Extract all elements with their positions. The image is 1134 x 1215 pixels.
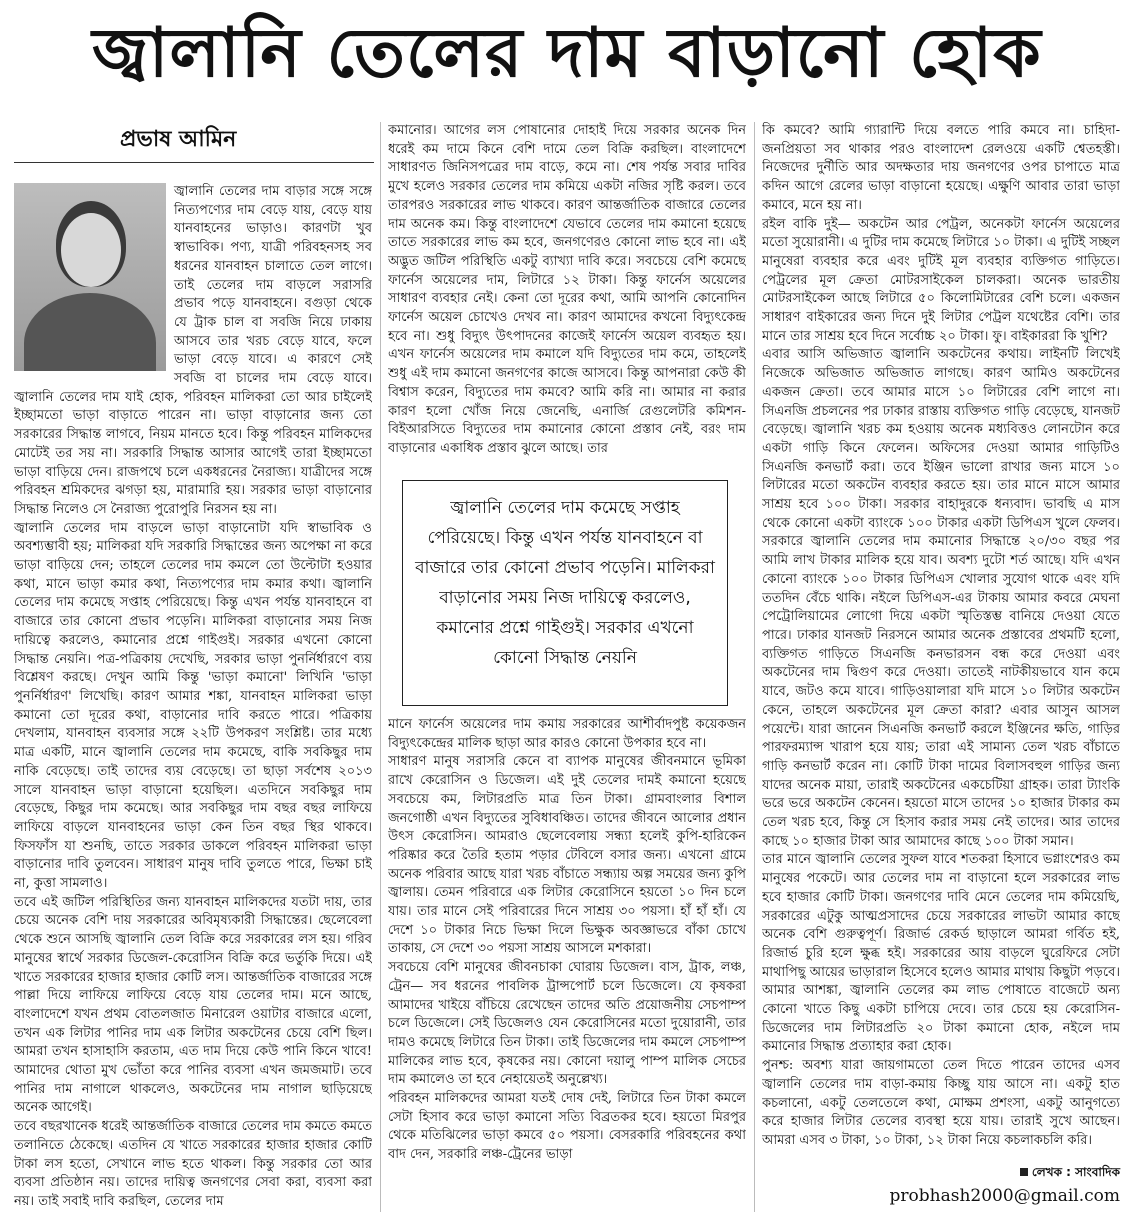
column-2-top bbox=[388, 122, 746, 470]
author-email: probhash2000@gmail.com bbox=[889, 1186, 1120, 1206]
paragraph: এবার আসি অভিজাত জ্বালানি অকটেনের কথায়। লাইনটি লিখেই নিজেকে অভিজাত অভিজাত লাগছে। কারণ আমিও অকটেনের একজন ক্রেতা। তবে আমার মাসে ১০ লিটারের বেশি লাগে না। সিএনজি প্রচলনের পর ঢাকার রাস্তায় ব্যক্তিগত গাড়ি বেড়েছে, যানজট বেড়েছে। জ্বালানি খরচ কম হওয়ায় অনেক মধ্যবিত্তও লোনটোন করে একটা গাড়ি কিনে ফেলেন। অফিসের দেওয়া আমার গাড়িটিও সিএনজি কনভার্ট করা। তবে ইঞ্জিন ভালো রাখার জন্য মাসে ১০ লিটারের মতো অকটেন ব্যবহার করতে হয়। তার মানে মাসে আমার সাশ্রয় হবে ১০০ টাকা। সরকার বাহাদুরকে ধন্যবাদ। ভাবছি এ মাস থেকে কোনো একটা ব্যাংকে ১০০ টাকার একটা ডিপিএস খুলে ফেলব। সরকারে জ্বালানি তেলের দাম কমানোর সিদ্ধান্তে ২০/৩০ বছর পর আমি লাখ টাকার মালিক হয়ে যাব। অবশ্য দুটো শর্ত আছে। যদি এখন কোনো ব্যাংকে ১০০ টাকার ডিপিএস খোলার সুযোগ থাকে এবং যদি ততদিন বেঁচে থাকি। নইলে ডিপিএস-এর টাকায় আমার কবরে মেঘনা পেট্রোলিয়ামের লোগো দিয়ে একটা স্মৃতিস্তম্ভ বানিয়ে দেওয়া যেতে পারে। ঢাকার যানজট নিরসনে আমার অনেক প্রস্তাবের প্রথমটি হলো, ব্যক্তিগত গাড়িতে সিএনজি কনভারসন বন্ধ করে দেওয়া এবং অকটেনের দাম দ্বিগুণ করে দেওয়া। তাতেই নাটকীয়ভাবে যান কমে যাবে, জটও কমে যাবে। গাড়িওয়ালারা যদি মাসে ১০ লিটার অকটেন কেনে, তাহলে অকটেনের মূল ক্রেতা কারা? এবার আসুন আসল পয়েন্টে। যারা জানেন সিএনজি কনভার্ট করলে ইঞ্জিনের ক্ষতি, গাড়ির পারফরম্যান্স খারাপ হয়ে যায়; তারা এই সামান্য তেল খরচ বাঁচাতে গাড়ি কনভার্ট করেন না। কোটি টাকা দামের বিলাসবহুল গাড়ির জন্য যাদের অনেক মায়া, তারাই অকটেনের একচেটিয়া গ্রাহক। তারা ট্যাংকি ভরে ভরে অকটেন কেনেন। হয়তো মাসে তাদের ১০ হাজার টাকার কম তেল খরচ হবে, কিন্তু সে হিসাব করার সময় নেই তাদের। আর তাদের কাছে ১০ হাজার টাকা আর আমাদের কাছে ১০০ টাকা সমান। bbox=[762, 347, 1120, 849]
author-photo bbox=[14, 183, 166, 371]
column-2-bottom bbox=[388, 716, 746, 1212]
author-credit-text: লেখক : সাংবাদিক bbox=[1031, 1165, 1120, 1179]
byline: প্রভাষ আমিন bbox=[120, 127, 237, 152]
paragraph: জ্বালানি তেলের দাম বাড়ার সঙ্গে সঙ্গে নিত্যপণ্যের দাম বেড়ে যায়, বেড়ে যায় যানবাহনের ভাড়াও। কারণটা খুব স্বাভাবিক। পণ্য, যাত্রী পরিবহনসহ সব ধরনের যানবাহন চালাতে তেল লাগে। তাই তেলের দাম বাড়লে সরাসরি প্রভাব পড়ে যানবাহনে। বগুড়া থেকে যে ট্রাক চাল বা সবজি নিয়ে ঢাকায় আসবে তার খরচ বেড়ে যাবে, ফলে ভাড়া বেড়ে যাবে। এ কারণে সেই সবজি বা চালের দাম বেড়ে যাবে। জ্বালানি তেলের দাম যাই হোক, পরিবহন মালিকরা তো আর চাইলেই ইচ্ছামতো ভাড়া বাড়াতে পারেন না। ভাড়া বাড়ানোর জন্য তো সরকারের সিদ্ধান্ত লাগবে, নিয়ম মানতে হবে। কিন্তু পরিবহন মালিকদের মোটেই তর সয় না। সরকারি সিদ্ধান্ত আসার আগেই তারা ইচ্ছামতো ভাড়া বাড়িয়ে দেন। রাজপথে চলে একধরনের নৈরাজ্য। যাত্রীদের সঙ্গে পরিবহন শ্রমিকদের ঝগড়া হয়, মারামারি হয়। সরকার ভাড়া বাড়ানোর সিদ্ধান্ত নিলেও সে নৈরাজ্য পুরোপুরি নিরসন হয় না। bbox=[14, 184, 372, 517]
column-3 bbox=[762, 122, 1120, 1160]
byline-rule bbox=[14, 162, 374, 163]
paragraph: রইল বাকি দুই— অকটেন আর পেট্রল, অনেকটা ফার্নেস অয়েলের মতো সুয়োরানী। এ দুটির দাম কমেছে লিটারে ১০ টাকা। এ দুটিই সচ্ছল মানুষেরা ব্যবহার করে এবং দুটিই মূল ব্যবহার ব্যক্তিগত গাড়িতে। পেট্রলের মূল ক্রেতা মোটরসাইকেল চালকরা। অনেক ভারতীয় মোটরসাইকেল আছে লিটারে ৫০ কিলোমিটারের বেশি চলে। একজন সাধারণ বাইকারের জন্য দিনে দুই লিটার পেট্রল যথেষ্টের বেশি। তার মানে তার সাশ্রয় হবে দিনে সর্বোচ্চ ২০ টাকা। ফু। বাইকাররা কি খুশি? bbox=[762, 216, 1120, 344]
photo-body bbox=[24, 293, 156, 371]
paragraph: মানে ফার্নেস অয়েলের দাম কমায় সরকারের আশীর্বাদপুষ্ট কয়েকজন বিদ্যুৎকেন্দ্রের মালিক ছাড়া আর কারও কোনো উপকার হবে না। bbox=[388, 717, 746, 751]
column-divider bbox=[754, 122, 755, 1212]
pull-quote: জ্বালানি তেলের দাম কমেছে সপ্তাহ পেরিয়েছে। কিন্তু এখন পর্যন্ত যানবাহনে বা বাজারে তার কোনো প্রভাব পড়েনি। মালিকরা বাড়ানোর সময় নিজ দায়িত্বে করলেও, কমানোর প্রশ্নে গাইগুই। সরকার এখনো কোনো সিদ্ধান্ত নেয়নি bbox=[402, 480, 728, 706]
paragraph: পুনশ্চ: অবশ্য যারা জায়গামতো তেল দিতে পারেন তাদের এসব জ্বালানি তেলের দাম বাড়া-কমায় কিচ্ছু যায় আসে না। একটু হাত কচলানো, একটু তেলতেলে কথা, মোক্ষম প্রশংসা, একটু আনুগত্যে করে হাজার লিটার তেলের ব্যবস্থা হয়ে যায়। তারাই সুখে আছেন। আমরা এসব ৩ টাকা, ১০ টাকা, ১২ টাকা নিয়ে কচলাকচলি করি। bbox=[762, 1058, 1120, 1148]
paragraph: কমানোর। আগের লস পোষানোর দোহাই দিয়ে সরকার অনেক দিন ধরেই কম দামে কিনে বেশি দামে তেল বিক্রি করছিল। বাংলাদেশে সাধারণত জিনিসপত্রের দাম বাড়ে, কমে না। শেষ পর্যন্ত সবার দাবির মুখে হলেও সরকার তেলের দাম কমিয়ে একটা নজির সৃষ্টি করল। তবে তারপরও সরকারের লাভ থাকবে। কারণ আন্তর্জাতিক বাজারে তেলের দাম অনেক কম। কিন্তু বাংলাদেশে যেভাবে তেলের দাম কমানো হয়েছে তাতে সরকারের লাভ কম হবে, জনগণেরও কোনো লাভ হবে না। এই অদ্ভুত জটিল পরিস্থিতি একটু ব্যাখ্যা দাবি করে। সবচেয়ে বেশি কমেছে ফার্নেস অয়েলের দাম, লিটারে ১২ টাকা। কিন্তু ফার্নেস অয়েলের সাধারণ ব্যবহার নেই। কেনা তো দূরের কথা, আমি আপনি কোনোদিন ফার্নেস অয়েল চোখেও দেখব না। কারণ আমাদের কখনো বিদ্যুৎকেন্দ্র হবে না। শুধু বিদ্যুৎ উৎপাদনের কাজেই ফার্নেস অয়েল ব্যবহৃত হয়। এখন ফার্নেস অয়েলের দাম কমালে যদি বিদ্যুতের দাম কমে, তাহলেই শুধু এই দাম কমানো জনগণের কাজে আসবে। কিন্তু আপনারা কেউ কী বিশ্বাস করেন, বিদ্যুতের দাম কমবে? আমি করি না। আমার না করার কারণ হলো খোঁজ নিয়ে জেনেছি, এনার্জি রেগুলেটরি কমিশন-বিইআরসিতে বিদ্যুতের দাম কমানোর কোনো প্রস্তাব নেই, বরং দাম বাড়ানোর একাধিক প্রস্তাব ঝুলে আছে। তার bbox=[388, 123, 746, 456]
square-bullet-icon bbox=[1020, 1168, 1028, 1176]
headline: জ্বালানি তেলের দাম বাড়ানো হোক bbox=[92, 14, 1042, 93]
paragraph: জ্বালানি তেলের দাম বাড়লে ভাড়া বাড়ানোটা যদি স্বাভাবিক ও অবশ্যম্ভাবী হয়; মালিকরা যদি সরকারি সিদ্ধান্তের জন্য অপেক্ষা না করে ভাড়া বাড়িয়ে দেন; তাহলে তেলের দাম কমলে তো উল্টোটা হওয়ার কথা, মানে ভাড়া কমার কথা, নিত্যপণ্যের দাম কমার কথা। জ্বালানি তেলের দাম কমেছে সপ্তাহ পেরিয়েছে। কিন্তু এখন পর্যন্ত যানবাহনে বা বাজারে তার কোনো প্রভাব পড়েনি। মালিকরা বাড়ানোর সময় নিজ দায়িত্বে করলেও, কমানোর প্রশ্নে গাইগুই। সরকার এখনো কোনো সিদ্ধান্ত নেয়নি। পত্র-পত্রিকায় দেখেছি, সরকার ভাড়া পুনর্নির্ধারণে ব্যয় বিশ্লেষণ করছে। দেখুন আমি কিন্তু 'ভাড়া কমানো' লিখিনি 'ভাড়া পুনর্নির্ধারণ' লিখেছি। কারণ আমার শঙ্কা, যানবাহন মালিকরা ভাড়া কমানো তো দূরের কথা, বাড়ানোর দাবি করতে পারে। পত্রিকায় দেখলাম, যানবাহন ব্যবসার সঙ্গে ২২টি উপকরণ সংশ্লিষ্ট। তার মধ্যে মাত্র একটি, মানে জ্বালানি তেলের দাম কমেছে, বাকি সবকিছুর দাম নাকি বেড়েছে। তাই তাদের ব্যয় বেড়েছে। তা ছাড়া সর্বশেষ ২০১৩ সালে যানবাহন ভাড়া বাড়ানো হয়েছিল। এতদিনে সবকিছুর দাম বেড়েছে, কিছুর দাম কমেছে। আর সবকিছুর দাম বছর বছর লাফিয়ে লাফিয়ে বাড়লে যানবাহনের ভাড়া কেন তিন বছর স্থির থাকবে। ফিসফাঁস যা শুনছি, তাতে সরকার ডাকলে পরিবহন মালিকরা ভাড়া বাড়ানোর দাবি তুলবেন। সাধারণ মানুষ দাবি তুলতে পারে, ভিক্ষা চাই না, কুত্তা সামলাও। bbox=[14, 520, 372, 892]
author-credit bbox=[1020, 1164, 1120, 1184]
paragraph: সাধারণ মানুষ সরাসরি কেনে বা ব্যাপক মানুষের জীবনমানে ভূমিকা রাখে কেরোসিন ও ডিজেল। এই দুই তেলের দামই কমানো হয়েছে সবচেয়ে কম, লিটারপ্রতি মাত্র তিন টাকা। গ্রামবাংলার বিশাল জনগোষ্ঠী এখন বিদ্যুতের সুবিধাবঞ্চিত। তাদের জীবনে আলোর প্রধান উৎস কেরোসিন। আমরাও ছেলেবেলায় সন্ধ্যা হলেই কুপি-হারিকেন পরিষ্কার করে তৈরি হতাম পড়ার টেবিলে বসার জন্য। এখনো গ্রামে অনেক পরিবার আছে যারা খরচ বাঁচাতে সন্ধ্যায় অল্প সময়ের জন্য কুপি জ্বালায়। তেমন পরিবারে এক লিটার কেরোসিনে হয়তো ১০ দিন চলে যায়। তার মানে সেই পরিবারের দিনে সাশ্রয় ৩০ পয়সা। হাঁ হাঁ হাঁ। যে দেশে ১০ টাকার নিচে ভিক্ষা দিলে ভিক্ষুক অবজ্ঞাভরে বাঁকা চোখে তাকায়, সে দেশে ৩০ পয়সা সাশ্রয় আসলে মশকারা। bbox=[388, 754, 746, 957]
paragraph: তবে বছরখানেক ধরেই আন্তর্জাতিক বাজারে তেলের দাম কমতে কমতে তলানিতে ঠেকেছে। এতদিন যে খাতে সরকারের হাজার হাজার কোটি টাকা লস হতো, সেখানে লাভ হতে থাকল। কিন্তু সরকার তো আর ব্যবসা প্রতিষ্ঠান নয়। তাদের দায়িত্ব জনগণের সেবা করা, ব্যবসা করা নয়। তাই সবাই দাবি করছিল, তেলের দাম bbox=[14, 1119, 372, 1209]
paragraph: পরিবহন মালিকদের আমরা যতই দোষ দেই, লিটারে তিন টাকা কমলে সেটা হিসাব করে ভাড়া কমানো সত্যি বিব্রতকর হবে। হয়তো মিরপুর থেকে মতিঝিলের ভাড়া কমবে ৫০ পয়সা। বেসরকারি পরিবহনের কথা বাদ দেন, সরকারি লঞ্চ-ট্রেনের ভাড়া bbox=[388, 1091, 746, 1163]
column-1 bbox=[14, 183, 372, 1213]
photo-face bbox=[61, 213, 121, 287]
paragraph: কি কমবে? আমি গ্যারান্টি দিয়ে বলতে পারি কমবে না। চাহিদা-জনপ্রিয়তা সব থাকার পরও বাংলাদেশ রেলওয়ে একটি শ্বেতহস্তী। নিজেদের দুর্নীতি আর অদক্ষতার দায় জনগণের ওপর চাপাতে মাত্র কদিন আগে রেলের ভাড়া বাড়ানো হয়েছে। এক্ষুণি আবার তারা ভাড়া কমাবে, মনে হয় না। bbox=[762, 123, 1120, 213]
paragraph: তার মানে জ্বালানি তেলের সুফল যাবে শতকরা হিসাবে ভগ্নাংশেরও কম মানুষের পকেটে। আর তেলের দাম না বাড়ানো হলে সরকারের লাভ হবে হাজার কোটি টাকা। জনগণের দাবি মেনে তেলের দাম কমিয়েছি, সরকারের এটুকু আত্মপ্রসাদের চেয়ে সরকারের লাভটা আমার কাছে অনেক বেশি গুরুত্বপূর্ণ। রিজার্ভ রেকর্ড ছাড়ালে আমরা গর্বিত হই, রিজার্ভ চুরি হলে ক্ষুব্ধ হই। সরকারের আয় বাড়লে ঘুরেফিরে সেটা মাথাপিছু আয়ের ভাড়ারাল হিসেবে হলেও আমার মাথায় কিছুটা পড়বে। আমার আশঙ্কা, জ্বালানি তেলের কম লাভ পোষাতে বাজেটে অন্য কোনো খাতে কিছু একটা চাপিয়ে দেবে। তার চেয়ে হয় কেরোসিন-ডিজেলের দাম লিটারপ্রতি ২০ টাকা কমানো হোক, নইলে দাম কমানোর সিদ্ধান্ত প্রত্যাহার করা হোক। bbox=[762, 852, 1120, 1055]
paragraph: তবে এই জটিল পরিস্থিতির জন্য যানবাহন মালিকদের যতটা দায়, তার চেয়ে অনেক বেশি দায় সরকারের অবিমৃষ্যকারী সিদ্ধান্তের। ছেলেবেলা থেকে শুনে আসছি জ্বালানি তেল বিক্রি করে সরকারের লস হয়। গরিব মানুষের স্বার্থে সরকার ডিজেল-কেরোসিন বিক্রি করে ভর্তুকি দিয়ে। এই খাতে সরকারের হাজার হাজার কোটি লস। আন্তর্জাতিক বাজারের সঙ্গে পাল্লা দিয়ে লাফিয়ে লাফিয়ে বেড়ে যায় তেলের দাম। মনে আছে, বাংলাদেশে যখন প্রথম বোতলজাত মিনারেল ওয়াটার বাজারে এলো, তখন এক লিটার পানির দাম এক লিটার অকটেনের চেয়ে বেশি ছিল। আমরা তখন হাসাহাসি করতাম, এত দাম দিয়ে কেউ পানি কিনে খাবে! আমাদের থোতা মুখ ভোঁতা করে পানির ব্যবসা এখন জমজমাট। তবে পানির দাম নাগালে থাকলেও, অকটেনের দাম নাগাল ছাড়িয়েছে অনেক আগেই। bbox=[14, 894, 372, 1116]
paragraph: সবচেয়ে বেশি মানুষের জীবনচাকা ঘোরায় ডিজেল। বাস, ট্রাক, লঞ্চ, ট্রেন— সব ধরনের পাবলিক ট্রান্সপোর্ট চলে ডিজেলে। যে কৃষকরা আমাদের খাইয়ে বাঁচিয়ে রেখেছেন তাদের অতি প্রয়োজনীয় সেচপাম্প চলে ডিজেলে। সেই ডিজেলও যেন কেরোসিনের মতো দুয়োরানী, তার দামও কমেছে লিটারে তিন টাকা। তাই ডিজেলের দাম কমলে সেচপাম্প মালিকের লাভ হবে, কৃষকের নয়। কোনো দয়ালু পাম্প মালিক সেচের দাম কমালেও তা হবে নেহায়েতই অনুল্লেখ্য। bbox=[388, 960, 746, 1088]
column-divider bbox=[380, 122, 381, 1212]
